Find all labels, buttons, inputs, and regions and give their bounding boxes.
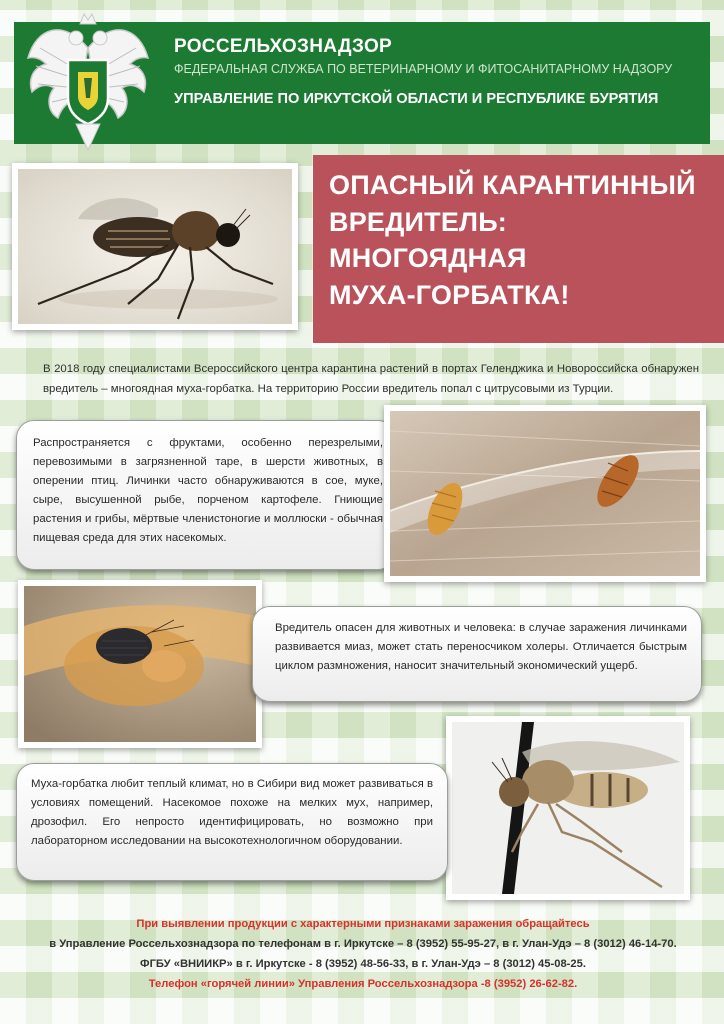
title-line-2: ВРЕДИТЕЛЬ:	[329, 206, 508, 237]
agency-full-name: ФЕДЕРАЛЬНАЯ СЛУЖБА ПО ВЕТЕРИНАРНОМУ И ФИТОСАНИТАРНОМУ НАДЗОРУ	[174, 62, 673, 76]
spread-info-box: Распространяется с фруктами, особенно перезрелыми, перевозимыми в загрязненной таре, в шерсти животных, в оперении птиц. Личинки часто обнаруживаются в сое, муке, сыре, высушенной рыбе, порченом картофеле. Гниющие растения и грибы, мёртвые членистоногие и моллюски - обычная пищевая среда для этих насекомых.	[16, 420, 396, 570]
title-line-4: МУХА-ГОРБАТКА!	[329, 279, 570, 310]
title-line-1: ОПАСНЫЙ КАРАНТИННЫЙ	[329, 170, 696, 200]
climate-info-box: Муха-горбатка любит теплый климат, но в Сибири вид может развиваться в условиях помещений. Насекомое похоже на мелких мух, например, дрозофил. Его непросто идентифицировать, но возможно при лабораторном исследовании на высокотехнологичном оборудовании.	[16, 763, 448, 881]
larvae-photo	[384, 405, 706, 582]
poster-title	[313, 155, 724, 343]
contacts-section	[18, 914, 708, 994]
contacts-hotline: Телефон «горячей линии» Управления Россельхознадзора -8 (3952) 26-62-82.	[148, 978, 578, 990]
fly-head-closeup-photo	[18, 580, 262, 748]
intro-paragraph: В 2018 году специалистами Всероссийского центра карантина растений в портах Геленджика и Новороссийска обнаружен вредитель – многоядная муха-горбатка. На территорию России вредитель попал с цитрусовыми из Турции.	[43, 363, 699, 395]
contacts-heading: При выявлении продукции с характерными признаками заражения обращайтесь	[136, 918, 590, 930]
header-banner	[14, 22, 710, 144]
fly-side-photo	[446, 716, 690, 900]
contacts-phones-vniikr: ФГБУ «ВНИИКР» в г. Иркутске - 8 (3952) 48-56-33, в г. Улан-Удэ – 8 (3012) 45-08-25.	[140, 958, 586, 970]
fly-photo	[12, 163, 298, 330]
agency-name: РОССЕЛЬХОЗНАДЗОР	[174, 36, 393, 57]
agency-branch: УПРАВЛЕНИЕ ПО ИРКУТСКОЙ ОБЛАСТИ И РЕСПУБЛИКЕ БУРЯТИЯ	[174, 91, 659, 107]
coat-of-arms-emblem	[18, 8, 158, 158]
danger-info-box: Вредитель опасен для животных и человека: в случае заражения личинками развивается миаз, может стать переносчиком холеры. Отличается быстрым циклом размножения, наносит значительный экономический ущерб.	[252, 606, 702, 702]
contacts-phones-office: в Управление Россельхознадзора по телефонам в г. Иркутске – 8 (3952) 55-95-27, в г. Улан-Удэ – 8 (3012) 46-14-70.	[49, 938, 677, 950]
title-line-3: МНОГОЯДНАЯ	[329, 243, 527, 273]
